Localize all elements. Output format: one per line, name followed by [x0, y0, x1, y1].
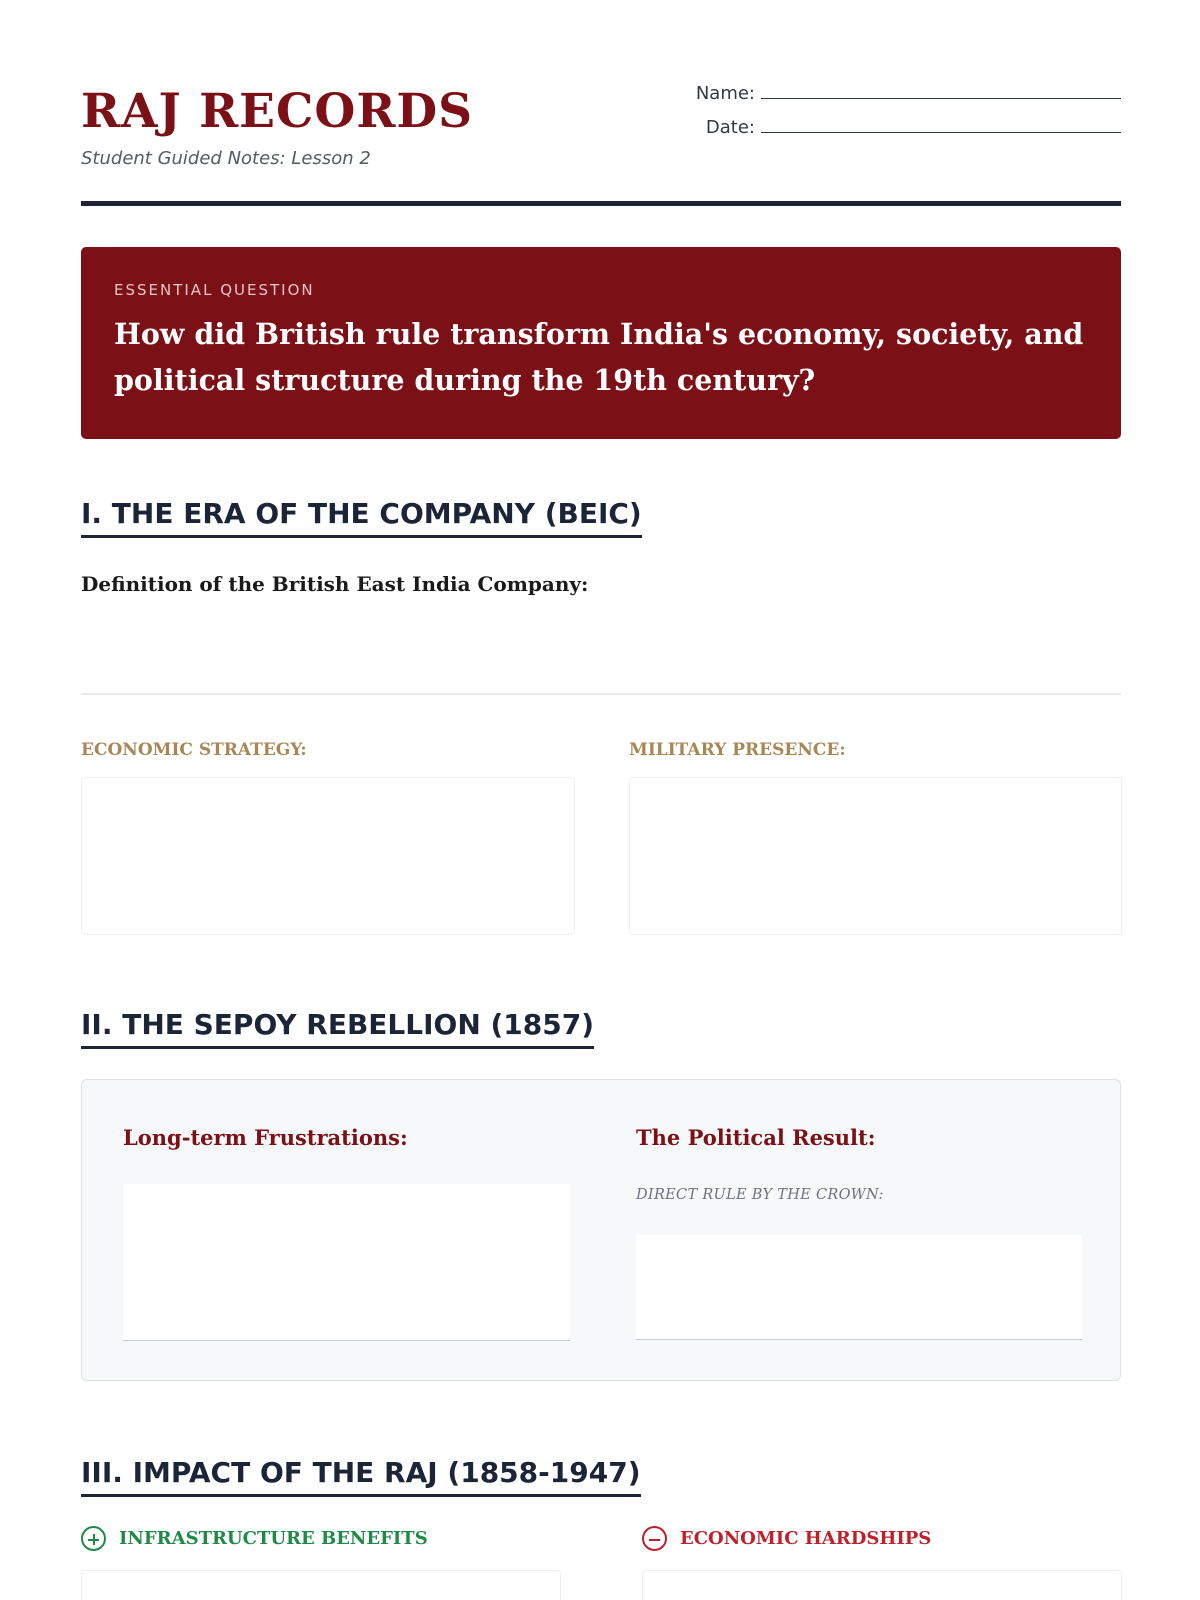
economic-strategy-label: ECONOMIC STRATEGY:	[81, 740, 307, 760]
lesson-subtitle: Student Guided Notes: Lesson 2	[81, 148, 371, 169]
definition-label: Definition of the British East India Company:	[81, 572, 589, 596]
sepoy-rebellion-panel	[81, 1079, 1121, 1381]
direct-rule-box[interactable]	[636, 1235, 1082, 1340]
worksheet-header	[81, 80, 1121, 206]
plus-circle-icon	[81, 1526, 106, 1551]
minus-circle-icon	[642, 1526, 667, 1551]
infrastructure-benefits-label: INFRASTRUCTURE BENEFITS	[119, 1528, 428, 1549]
logo-title: RAJ RECORDS	[81, 84, 474, 139]
economic-hardships-box[interactable]	[642, 1570, 1122, 1600]
infrastructure-benefits-heading	[81, 1526, 428, 1551]
economic-hardships-heading	[642, 1526, 931, 1551]
military-presence-label: MILITARY PRESENCE:	[629, 740, 846, 760]
name-line[interactable]	[761, 98, 1121, 99]
date-line[interactable]	[761, 132, 1121, 133]
section-3-title: III. IMPACT OF THE RAJ (1858-1947)	[81, 1456, 641, 1497]
section-1-title: I. THE ERA OF THE COMPANY (BEIC)	[81, 497, 642, 538]
long-term-frustrations-title: Long-term Frustrations:	[123, 1125, 408, 1150]
name-label: Name:	[695, 83, 755, 104]
name-field[interactable]	[687, 80, 1121, 104]
infrastructure-benefits-box[interactable]	[81, 1570, 561, 1600]
header-divider	[81, 201, 1121, 206]
direct-rule-label: DIRECT RULE BY THE CROWN:	[636, 1187, 884, 1203]
economic-strategy-box[interactable]	[81, 777, 575, 935]
military-presence-box[interactable]	[629, 777, 1122, 935]
definition-answer-line[interactable]	[81, 693, 1121, 695]
political-result-title: The Political Result:	[636, 1125, 876, 1150]
economic-hardships-label: ECONOMIC HARDSHIPS	[680, 1528, 932, 1549]
essential-question-banner	[81, 247, 1121, 439]
essential-question-text: How did British rule transform India's economy, society, and political structure during the 19th century?	[114, 317, 1084, 397]
date-label: Date:	[705, 117, 755, 138]
section-2-title: II. THE SEPOY REBELLION (1857)	[81, 1008, 594, 1049]
long-term-frustrations-box[interactable]	[123, 1184, 570, 1341]
date-field[interactable]	[687, 114, 1121, 138]
essential-question-label: ESSENTIAL QUESTION	[114, 281, 315, 299]
